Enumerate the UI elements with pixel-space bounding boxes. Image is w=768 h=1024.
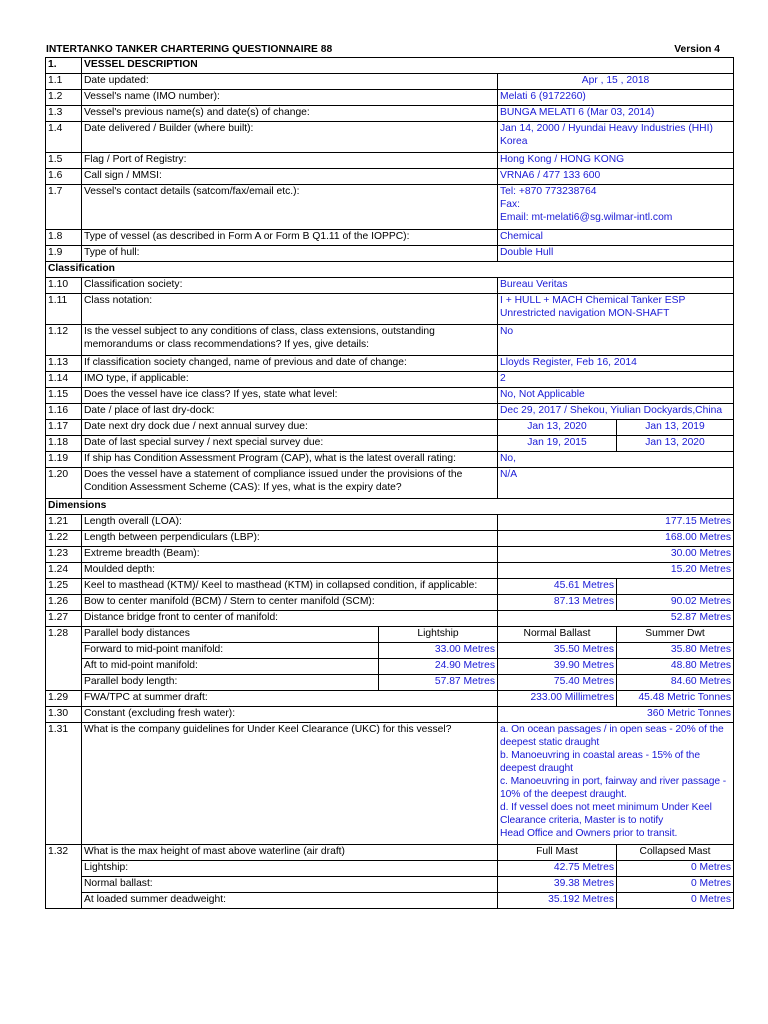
row-answer: 30.00 Metres	[498, 547, 734, 563]
row-answer: N/A	[498, 468, 734, 499]
row-number: 1.23	[46, 547, 82, 563]
row-number: 1.12	[46, 325, 82, 356]
row-number: 1.6	[46, 169, 82, 185]
value-cell: 33.00 Metres	[379, 643, 498, 659]
row-question: Normal ballast:	[82, 877, 498, 893]
row-question: Call sign / MMSI:	[82, 169, 498, 185]
table-row	[46, 356, 734, 372]
value-cell: 0 Metres	[617, 861, 734, 877]
row-question: Class notation:	[82, 294, 498, 325]
version-label: Version 4	[674, 44, 720, 55]
table-row	[46, 675, 734, 691]
section-row	[46, 262, 734, 278]
row-answer-right	[617, 579, 734, 595]
table-row	[46, 230, 734, 246]
table-row	[46, 452, 734, 468]
row-question: Flag / Port of Registry:	[82, 153, 498, 169]
column-header-summer-dwt: Summer Dwt	[617, 627, 734, 643]
table-row	[46, 372, 734, 388]
row-question: Date next dry dock due / next annual survey due:	[82, 420, 498, 436]
row-answer: VRNA6 / 477 133 600	[498, 169, 734, 185]
row-answer: No,	[498, 452, 734, 468]
section-row	[46, 58, 734, 74]
table-row	[46, 404, 734, 420]
row-answer: BUNGA MELATI 6 (Mar 03, 2014)	[498, 106, 734, 122]
row-question: Date / place of last dry-dock:	[82, 404, 498, 420]
table-row	[46, 388, 734, 404]
table-row	[46, 723, 734, 845]
table-row	[46, 531, 734, 547]
row-question: Length between perpendiculars (LBP):	[82, 531, 498, 547]
table-row	[46, 106, 734, 122]
row-number: 1.7	[46, 185, 82, 230]
table-row	[46, 325, 734, 356]
row-number: 1.25	[46, 579, 82, 595]
row-question: Constant (excluding fresh water):	[82, 707, 498, 723]
table-row	[46, 153, 734, 169]
row-answer: Bureau Veritas	[498, 278, 734, 294]
value-cell: 48.80 Metres	[617, 659, 734, 675]
row-number: 1.31	[46, 723, 82, 845]
row-answer-right: 90.02 Metres	[617, 595, 734, 611]
row-number: 1.22	[46, 531, 82, 547]
table-row	[46, 294, 734, 325]
row-question: What is the company guidelines for Under Keel Clearance (UKC) for this vessel?	[82, 723, 498, 845]
row-number: 1.11	[46, 294, 82, 325]
row-question: Parallel body length:	[82, 675, 379, 691]
value-cell: 24.90 Metres	[379, 659, 498, 675]
row-number: 1.28	[46, 627, 82, 691]
row-question: Type of vessel (as described in Form A or Form B Q1.11 of the IOPPC):	[82, 230, 498, 246]
row-number: 1.24	[46, 563, 82, 579]
row-number: 1.14	[46, 372, 82, 388]
table-row	[46, 845, 734, 861]
questionnaire-table	[45, 57, 734, 909]
row-answer: 168.00 Metres	[498, 531, 734, 547]
row-number: 1.1	[46, 74, 82, 90]
row-answer: a. On ocean passages / in open seas - 20% of the deepest static draught b. Manoeuvring in coastal areas - 15% of the deepest draught c. Manoeuvring in port, fairway and river passage - 10% of the deepest draught. d. If vessel does not meet minimum Under Keel Clearance criteria, Master is to notify Head Office and Owners prior to transit.	[498, 723, 734, 845]
row-answer: Apr , 15 , 2018	[498, 74, 734, 90]
row-number: 1.15	[46, 388, 82, 404]
row-question: Bow to center manifold (BCM) / Stern to center manifold (SCM):	[82, 595, 498, 611]
row-answer-left: Jan 13, 2020	[498, 420, 617, 436]
row-answer: Dec 29, 2017 / Shekou, Yiulian Dockyards,China	[498, 404, 734, 420]
document-title: INTERTANKO TANKER CHARTERING QUESTIONNAIRE 88	[46, 44, 333, 55]
row-question: Length overall (LOA):	[82, 515, 498, 531]
row-answer: Melati 6 (9172260)	[498, 90, 734, 106]
column-header-lightship: Lightship	[379, 627, 498, 643]
document-header	[46, 44, 732, 55]
value-cell: 0 Metres	[617, 877, 734, 893]
row-number: 1.2	[46, 90, 82, 106]
row-question: Vessel's previous name(s) and date(s) of change:	[82, 106, 498, 122]
value-cell: 0 Metres	[617, 893, 734, 909]
value-cell: 35.80 Metres	[617, 643, 734, 659]
table-row	[46, 579, 734, 595]
row-question: Distance bridge front to center of manifold:	[82, 611, 498, 627]
table-row	[46, 246, 734, 262]
row-number: 1.29	[46, 691, 82, 707]
row-question: What is the max height of mast above waterline (air draft)	[82, 845, 498, 861]
row-number: 1.8	[46, 230, 82, 246]
table-row	[46, 74, 734, 90]
row-answer: No	[498, 325, 734, 356]
row-answer-left: 233.00 Millimetres	[498, 691, 617, 707]
value-cell: 39.38 Metres	[498, 877, 617, 893]
table-row	[46, 691, 734, 707]
row-answer: Hong Kong / HONG KONG	[498, 153, 734, 169]
table-row	[46, 659, 734, 675]
value-cell: 39.90 Metres	[498, 659, 617, 675]
row-answer: Jan 14, 2000 / Hyundai Heavy Industries (HHI) Korea	[498, 122, 734, 153]
row-question: FWA/TPC at summer draft:	[82, 691, 498, 707]
row-answer: 177.15 Metres	[498, 515, 734, 531]
row-answer-right: Jan 13, 2019	[617, 420, 734, 436]
value-cell: 42.75 Metres	[498, 861, 617, 877]
row-answer: I + HULL + MACH Chemical Tanker ESP Unrestricted navigation MON-SHAFT	[498, 294, 734, 325]
table-row	[46, 185, 734, 230]
row-question: Lightship:	[82, 861, 498, 877]
table-row	[46, 515, 734, 531]
row-number: 1.27	[46, 611, 82, 627]
row-number: 1.17	[46, 420, 82, 436]
row-number: 1.9	[46, 246, 82, 262]
row-question: Vessel's name (IMO number):	[82, 90, 498, 106]
row-question: If classification society changed, name of previous and date of change:	[82, 356, 498, 372]
row-question: Extreme breadth (Beam):	[82, 547, 498, 563]
row-answer: Double Hull	[498, 246, 734, 262]
row-question: Classification society:	[82, 278, 498, 294]
section-row	[46, 499, 734, 515]
row-question: Date updated:	[82, 74, 498, 90]
row-answer-left: 45.61 Metres	[498, 579, 617, 595]
row-number: 1.4	[46, 122, 82, 153]
row-question: IMO type, if applicable:	[82, 372, 498, 388]
row-answer: Tel: +870 773238764 Fax: Email: mt-melati6@sg.wilmar-intl.com	[498, 185, 734, 230]
row-question: If ship has Condition Assessment Program (CAP), what is the latest overall rating:	[82, 452, 498, 468]
value-cell: 75.40 Metres	[498, 675, 617, 691]
section-title: Dimensions	[46, 499, 734, 515]
table-row	[46, 643, 734, 659]
column-header-full-mast: Full Mast	[498, 845, 617, 861]
row-number: 1.30	[46, 707, 82, 723]
row-answer: 15.20 Metres	[498, 563, 734, 579]
row-question: Forward to mid-point manifold:	[82, 643, 379, 659]
table-row	[46, 420, 734, 436]
value-cell: 57.87 Metres	[379, 675, 498, 691]
row-question: Date delivered / Builder (where built):	[82, 122, 498, 153]
row-question: Keel to masthead (KTM)/ Keel to masthead (KTM) in collapsed condition, if applicable:	[82, 579, 498, 595]
table-row	[46, 468, 734, 499]
row-question: Does the vessel have ice class? If yes, state what level:	[82, 388, 498, 404]
table-row	[46, 547, 734, 563]
row-question: Date of last special survey / next special survey due:	[82, 436, 498, 452]
row-answer: Lloyds Register, Feb 16, 2014	[498, 356, 734, 372]
row-question: Moulded depth:	[82, 563, 498, 579]
table-row	[46, 893, 734, 909]
row-question: Aft to mid-point manifold:	[82, 659, 379, 675]
table-row	[46, 877, 734, 893]
row-number: 1.18	[46, 436, 82, 452]
row-answer-right: 45.48 Metric Tonnes	[617, 691, 734, 707]
row-question: Is the vessel subject to any conditions of class, class extensions, outstanding memorandums or class recommendations? If yes, give details:	[82, 325, 498, 356]
table-row	[46, 707, 734, 723]
column-header-normal-ballast: Normal Ballast	[498, 627, 617, 643]
row-number: 1.32	[46, 845, 82, 909]
table-row	[46, 436, 734, 452]
row-number: 1.3	[46, 106, 82, 122]
row-number: 1.5	[46, 153, 82, 169]
table-row	[46, 595, 734, 611]
value-cell: 35.192 Metres	[498, 893, 617, 909]
row-question: At loaded summer deadweight:	[82, 893, 498, 909]
row-answer-left: 87.13 Metres	[498, 595, 617, 611]
row-answer: No, Not Applicable	[498, 388, 734, 404]
value-cell: 35.50 Metres	[498, 643, 617, 659]
section-title: Classification	[46, 262, 734, 278]
row-number: 1.10	[46, 278, 82, 294]
row-answer: 360 Metric Tonnes	[498, 707, 734, 723]
row-answer: 52.87 Metres	[498, 611, 734, 627]
table-row	[46, 861, 734, 877]
value-cell: 84.60 Metres	[617, 675, 734, 691]
row-question: Type of hull:	[82, 246, 498, 262]
column-header-collapsed-mast: Collapsed Mast	[617, 845, 734, 861]
row-number: 1.20	[46, 468, 82, 499]
row-number: 1.19	[46, 452, 82, 468]
row-question: Parallel body distances	[82, 627, 379, 643]
table-row	[46, 278, 734, 294]
row-answer: 2	[498, 372, 734, 388]
row-question: Vessel's contact details (satcom/fax/email etc.):	[82, 185, 498, 230]
row-question: Does the vessel have a statement of compliance issued under the provisions of the Condition Assessment Scheme (CAS): If yes, what is the expiry date?	[82, 468, 498, 499]
section-number: 1.	[46, 58, 82, 74]
row-number: 1.16	[46, 404, 82, 420]
row-number: 1.13	[46, 356, 82, 372]
table-row	[46, 563, 734, 579]
row-number: 1.21	[46, 515, 82, 531]
table-row	[46, 627, 734, 643]
table-row	[46, 169, 734, 185]
row-answer: Chemical	[498, 230, 734, 246]
row-number: 1.26	[46, 595, 82, 611]
section-title: VESSEL DESCRIPTION	[82, 58, 734, 74]
table-row	[46, 611, 734, 627]
row-answer-right: Jan 13, 2020	[617, 436, 734, 452]
table-row	[46, 90, 734, 106]
table-row	[46, 122, 734, 153]
row-answer-left: Jan 19, 2015	[498, 436, 617, 452]
